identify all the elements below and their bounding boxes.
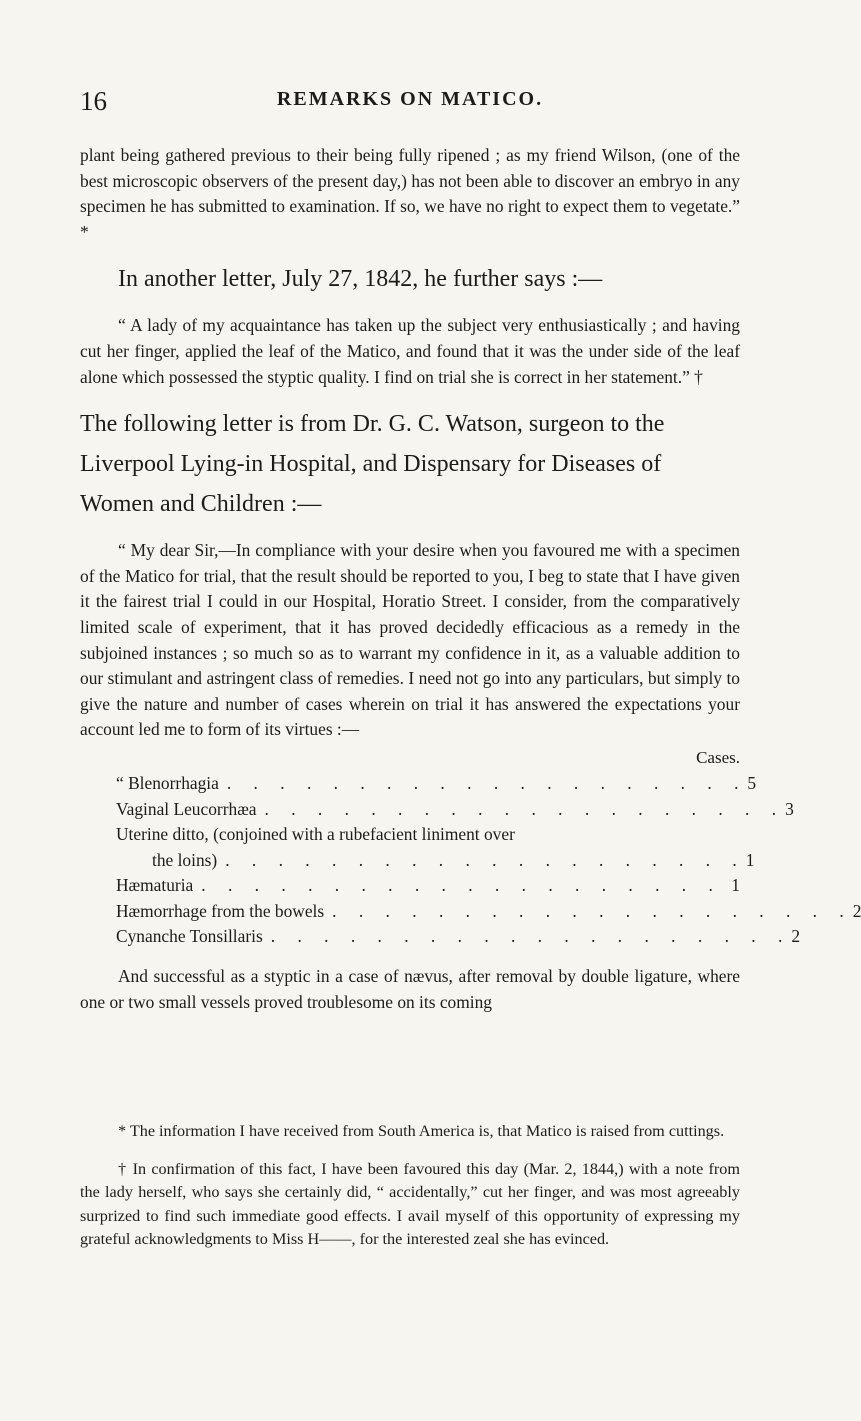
case-count: 5	[747, 772, 757, 793]
leader-dots: . . . . . . . . . . . . . . . . . . . .	[332, 900, 853, 921]
case-count: 1	[745, 849, 755, 870]
main-text	[80, 143, 861, 1015]
case-label: Uterine ditto, (conjoined with a rubefacient liniment over	[116, 824, 515, 845]
page-number: 16	[80, 86, 107, 116]
case-count: 3	[785, 798, 794, 819]
case-count	[515, 822, 539, 848]
case-count: 2	[791, 926, 801, 947]
case-label: Hæmorrhage from the bowels	[116, 900, 325, 921]
case-row	[80, 771, 757, 797]
paragraph-4: The following letter is from Dr. G. C. Watson, surgeon to the Liverpool Lying-in Hospital, and Dispensary for Diseases of Women and Children :—	[80, 411, 665, 518]
case-row	[80, 899, 861, 925]
case-row	[80, 797, 794, 823]
case-row	[80, 924, 801, 950]
case-label: Cynanche Tonsillaris	[116, 926, 263, 947]
leader-dots: . . . . . . . . . . . . . . . . . . . .	[201, 875, 722, 896]
leader-dots: . . . . . . . . . . . . . . . . . . . .	[264, 798, 786, 819]
paragraph-6: And successful as a styptic in a case of nævus, after removal by double ligature, where one or two small vessels proved troublesome on its coming	[80, 966, 740, 1012]
case-row	[80, 848, 755, 874]
case-row	[80, 822, 740, 848]
paragraph-3: “ A lady of my acquaintance has taken up the subject very enthusiastically ; and having cut her finger, applied the leaf of the Matico, and found that it was the under side of the leaf alone which possessed the styptic quality. I find on trial she is correct in her statement.” †	[80, 315, 740, 387]
case-label: Vaginal Leucorrhæa	[116, 798, 257, 819]
case-label: the loins)	[152, 849, 218, 870]
paragraph-1: plant being gathered previous to their being fully ripened ; as my friend Wilson, (one of the best microscopic observers of the present day,) has not been able to discover an embryo in any specimen he has submitted to examination. If so, we have no right to expect them to vegetate.” *	[80, 145, 740, 242]
leader-dots: . . . . . . . . . . . . . . . . . . . .	[226, 772, 748, 793]
footnote-1: * The information I have received from South America is, that Matico is raised from cuttings.	[118, 1122, 725, 1140]
case-label: “ Blenorrhagia	[116, 772, 219, 793]
leader-dots: . . . . . . . . . . . . . . . . . . . .	[270, 926, 792, 947]
page-header	[80, 86, 740, 120]
cases-heading: Cases.	[696, 747, 740, 767]
case-label: Hæmaturia	[116, 875, 194, 896]
paragraph-5: “ My dear Sir,—In compliance with your desire when you favoured me with a specimen of the Matico for trial, that the result should be reported to you, I beg to state that I have given it the fairest trial I could in our Hospital, Horatio Street. I consider, from the comparatively limited scale of experiment, that it has proved decidedly efficacious as a remedy in the subjoined instances ; so much so as to warrant my confidence in it, as a valuable addition to our stimulant and astringent class of remedies. I need not go into any particulars, but simply to give the nature and number of cases wherein on trial it has answered the expectations your account led me to form of its virtues :—	[80, 540, 740, 740]
paragraph-2: In another letter, July 27, 1842, he further says :—	[118, 266, 603, 293]
cases-table	[80, 745, 861, 950]
case-count: 1	[731, 875, 740, 896]
footnotes	[80, 1120, 740, 1252]
footnote-2: † In confirmation of this fact, I have been favoured this day (Mar. 2, 1844,) with a note from the lady herself, who says she certainly did, “ accidentally,” cut her finger, and was most agreeably surprized to find such immediate good effects. I avail myself of this opportunity of expressing my grateful acknowledgments to Miss H——, for the interested zeal she has evinced.	[80, 1159, 740, 1249]
running-title: REMARKS ON MATICO.	[276, 88, 544, 110]
case-count: 2	[852, 900, 861, 921]
case-row	[80, 873, 740, 899]
leader-dots: . . . . . . . . . . . . . . . . . . . .	[225, 849, 746, 870]
